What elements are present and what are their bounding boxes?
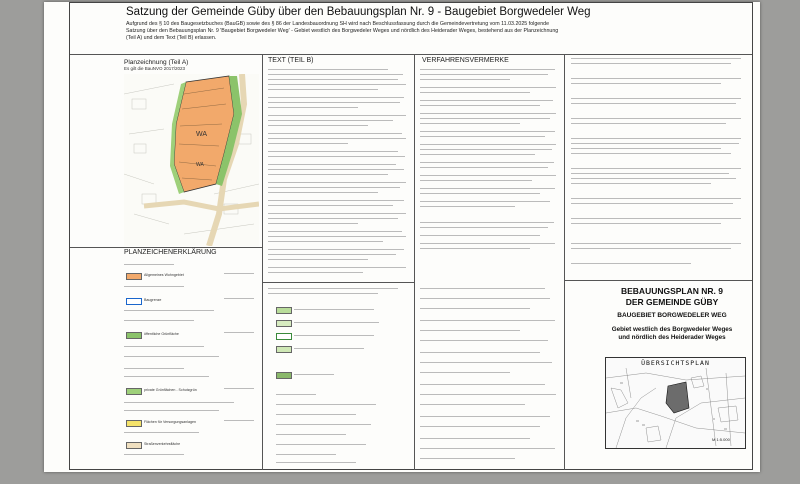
overview-scale: M 1:5.000 [712, 437, 730, 442]
intro-line: Satzung über den Bebauungsplan Nr. 9 'Baugebiet Borgwedeler Weg' - Gebiet westlich des Borgwedeler Weges und nördlich des Heiderader Weges, bestehend aus der Planzeichnung [126, 28, 559, 34]
plan-title: Planzeichnung (Teil A) [124, 59, 189, 66]
legend-label: private Grünflächen - Schutzgrün [144, 388, 197, 392]
legend-swatch [276, 333, 292, 340]
legend-label: Baugrenze [144, 298, 162, 302]
legend-label: Flächen für Versorgungsanlagen [144, 420, 196, 424]
overview-map-drawing [606, 358, 745, 448]
plan-area-name: BAUGEBIET BORGWEDELER WEG [617, 312, 727, 319]
overview-title: ÜBERSICHTSPLAN [641, 359, 710, 367]
plan-number-line: BEBAUUNGSPLAN NR. 9 [620, 286, 723, 296]
wa-label: WA [196, 131, 208, 138]
zoning-map [124, 74, 259, 246]
legend-swatch [126, 388, 142, 395]
plan-area-description [597, 326, 747, 342]
intro-line: (Teil A) und dem Text (Teil B) erlassen. [126, 35, 217, 41]
legend-label: öffentliche Grünfläche [144, 332, 179, 336]
legend-label: Allgemeines Wohngebiet [144, 273, 184, 277]
verfahren-heading: VERFAHRENSVERMERKE [422, 57, 509, 64]
plan-number [597, 286, 747, 308]
legend-swatch [126, 442, 142, 449]
plan-sheet [44, 2, 760, 472]
legend-swatch [126, 273, 142, 280]
intro-line: Aufgrund des § 10 des Baugesetzbuches (BauGB) sowie des § 86 der Landesbauordnung SH wird nach Beschlussfassung durch die Gemeindevertretung vom 11.03.2025 folgende [126, 21, 550, 27]
legend-swatch [126, 298, 142, 305]
legend-swatch [276, 307, 292, 314]
legend-swatch [126, 332, 142, 339]
area-description-line: und nördlich des Heiderader Weges [618, 334, 726, 341]
area-description-line: Gebiet westlich des Borgwedeler Weges [611, 326, 733, 333]
wa-label: WA [196, 162, 204, 168]
legend-title: PLANZEICHENERKLÄRUNG [124, 249, 217, 256]
municipality-line: DER GEMEINDE GÜBY [625, 297, 719, 307]
legend-swatch [276, 346, 292, 353]
overview-map [605, 357, 746, 449]
legend-swatch [276, 372, 292, 379]
legend-label: Straßenverkehrsfläche [144, 442, 181, 446]
legend-swatch [126, 420, 142, 427]
text-b-heading: TEXT (TEIL B) [268, 57, 314, 64]
plan-subtitle: Es gilt die BauNVO 2017/2023 [124, 66, 186, 71]
legend-swatch [276, 320, 292, 327]
intro-text [126, 21, 571, 42]
document-title: Satzung der Gemeinde Güby über den Bebauungsplan Nr. 9 - Baugebiet Borgwedeler Weg [126, 6, 591, 18]
